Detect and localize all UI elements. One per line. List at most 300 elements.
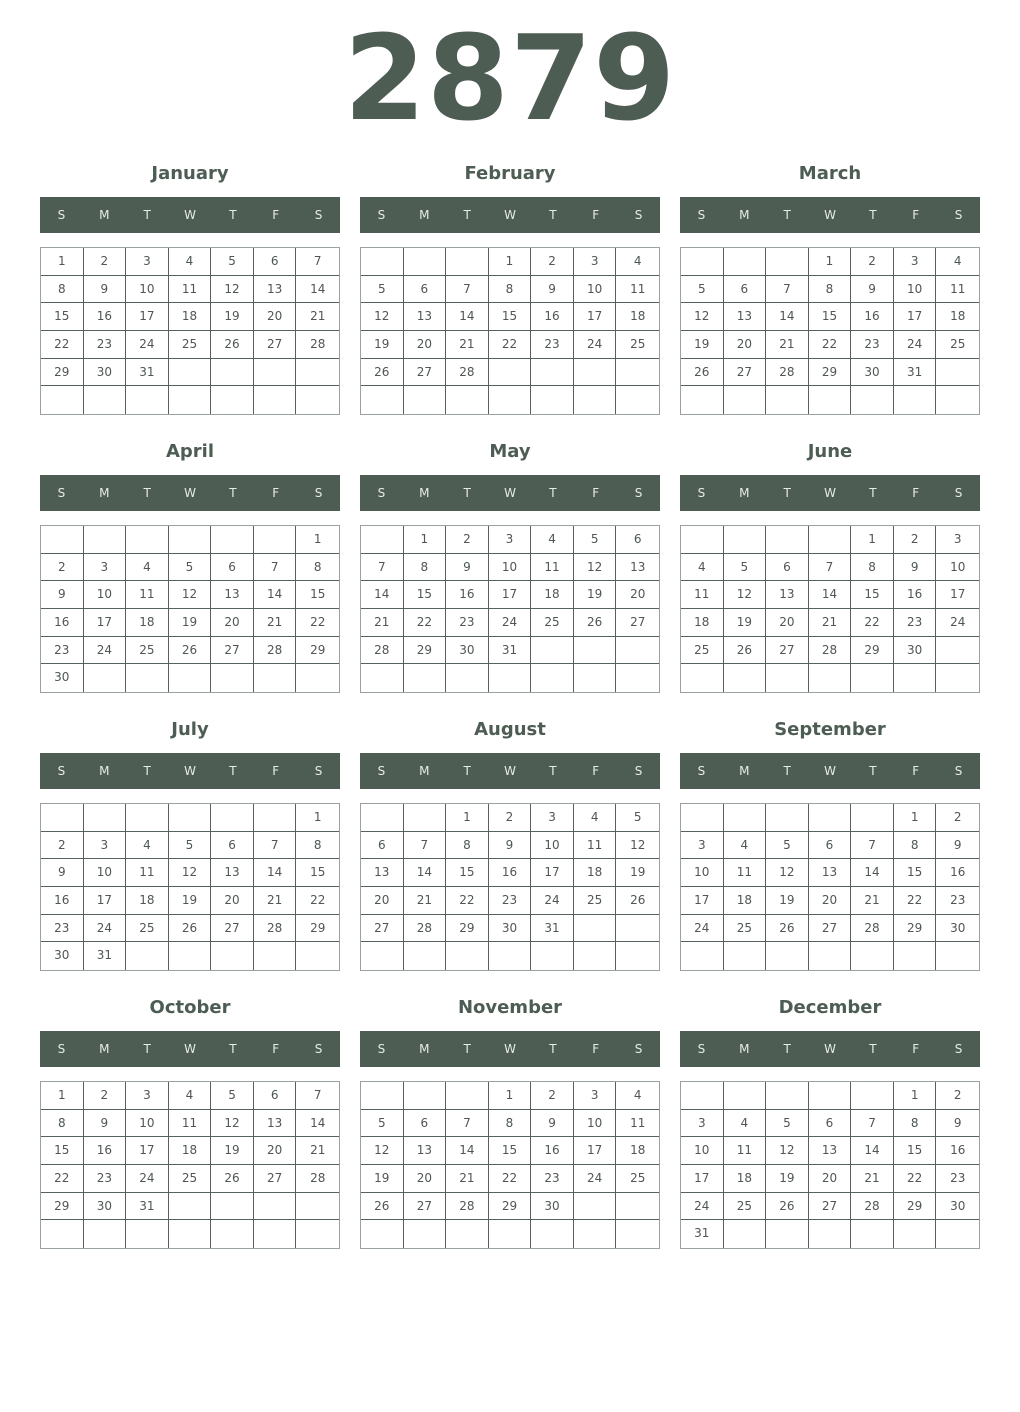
- day-cell[interactable]: 17: [84, 887, 127, 915]
- day-cell[interactable]: 27: [809, 915, 852, 943]
- day-cell[interactable]: 3: [936, 526, 979, 554]
- day-cell[interactable]: 9: [489, 832, 532, 860]
- day-cell[interactable]: 29: [296, 915, 339, 943]
- day-cell[interactable]: 27: [616, 609, 659, 637]
- day-cell[interactable]: 16: [84, 1137, 127, 1165]
- day-cell[interactable]: 2: [41, 832, 84, 860]
- day-cell[interactable]: 21: [851, 887, 894, 915]
- day-cell[interactable]: 18: [574, 859, 617, 887]
- day-cell[interactable]: 16: [531, 1137, 574, 1165]
- day-cell[interactable]: 21: [446, 331, 489, 359]
- day-cell[interactable]: 19: [766, 1165, 809, 1193]
- day-cell[interactable]: 9: [41, 859, 84, 887]
- day-cell[interactable]: 1: [851, 526, 894, 554]
- day-cell[interactable]: 6: [766, 554, 809, 582]
- day-cell[interactable]: 1: [809, 248, 852, 276]
- day-cell[interactable]: 8: [296, 832, 339, 860]
- day-cell[interactable]: 29: [809, 359, 852, 387]
- day-cell[interactable]: 6: [211, 554, 254, 582]
- day-cell[interactable]: 20: [404, 331, 447, 359]
- day-cell[interactable]: 8: [404, 554, 447, 582]
- day-cell[interactable]: 13: [211, 859, 254, 887]
- day-cell[interactable]: 17: [574, 1137, 617, 1165]
- day-cell[interactable]: 20: [809, 887, 852, 915]
- day-cell[interactable]: 4: [126, 554, 169, 582]
- day-cell[interactable]: 6: [404, 276, 447, 304]
- day-cell[interactable]: 11: [126, 859, 169, 887]
- day-cell[interactable]: 15: [809, 303, 852, 331]
- day-cell[interactable]: 6: [616, 526, 659, 554]
- day-cell[interactable]: 2: [84, 248, 127, 276]
- day-cell[interactable]: 31: [489, 637, 532, 665]
- day-cell[interactable]: 8: [851, 554, 894, 582]
- day-cell[interactable]: 7: [404, 832, 447, 860]
- day-cell[interactable]: 4: [681, 554, 724, 582]
- day-cell[interactable]: 15: [894, 1137, 937, 1165]
- day-cell[interactable]: 30: [446, 637, 489, 665]
- day-cell[interactable]: 2: [851, 248, 894, 276]
- day-cell[interactable]: 18: [169, 1137, 212, 1165]
- day-cell[interactable]: 24: [126, 1165, 169, 1193]
- day-cell[interactable]: 3: [84, 832, 127, 860]
- day-cell[interactable]: 11: [616, 1110, 659, 1138]
- day-cell[interactable]: 24: [894, 331, 937, 359]
- day-cell[interactable]: 9: [84, 1110, 127, 1138]
- day-cell[interactable]: 4: [936, 248, 979, 276]
- day-cell[interactable]: 10: [84, 859, 127, 887]
- day-cell[interactable]: 25: [724, 915, 767, 943]
- day-cell[interactable]: 7: [766, 276, 809, 304]
- day-cell[interactable]: 22: [894, 887, 937, 915]
- day-cell[interactable]: 31: [126, 1193, 169, 1221]
- day-cell[interactable]: 12: [211, 1110, 254, 1138]
- day-cell[interactable]: 29: [41, 1193, 84, 1221]
- day-cell[interactable]: 21: [446, 1165, 489, 1193]
- day-cell[interactable]: 3: [574, 248, 617, 276]
- day-cell[interactable]: 10: [574, 1110, 617, 1138]
- day-cell[interactable]: 9: [936, 832, 979, 860]
- day-cell[interactable]: 29: [851, 637, 894, 665]
- day-cell[interactable]: 8: [489, 276, 532, 304]
- day-cell[interactable]: 29: [489, 1193, 532, 1221]
- day-cell[interactable]: 30: [84, 359, 127, 387]
- day-cell[interactable]: 5: [574, 526, 617, 554]
- day-cell[interactable]: 26: [211, 331, 254, 359]
- day-cell[interactable]: 27: [809, 1193, 852, 1221]
- day-cell[interactable]: 21: [404, 887, 447, 915]
- day-cell[interactable]: 10: [574, 276, 617, 304]
- day-cell[interactable]: 19: [169, 609, 212, 637]
- day-cell[interactable]: 22: [41, 331, 84, 359]
- day-cell[interactable]: 28: [404, 915, 447, 943]
- day-cell[interactable]: 29: [446, 915, 489, 943]
- day-cell[interactable]: 14: [851, 1137, 894, 1165]
- day-cell[interactable]: 24: [531, 887, 574, 915]
- day-cell[interactable]: 14: [404, 859, 447, 887]
- day-cell[interactable]: 3: [489, 526, 532, 554]
- day-cell[interactable]: 5: [724, 554, 767, 582]
- day-cell[interactable]: 11: [724, 859, 767, 887]
- day-cell[interactable]: 2: [936, 804, 979, 832]
- day-cell[interactable]: 23: [894, 609, 937, 637]
- day-cell[interactable]: 17: [681, 887, 724, 915]
- day-cell[interactable]: 16: [894, 581, 937, 609]
- day-cell[interactable]: 24: [574, 1165, 617, 1193]
- day-cell[interactable]: 22: [404, 609, 447, 637]
- day-cell[interactable]: 27: [211, 915, 254, 943]
- day-cell[interactable]: 26: [361, 1193, 404, 1221]
- day-cell[interactable]: 24: [84, 915, 127, 943]
- day-cell[interactable]: 21: [296, 1137, 339, 1165]
- day-cell[interactable]: 21: [361, 609, 404, 637]
- day-cell[interactable]: 8: [894, 832, 937, 860]
- day-cell[interactable]: 15: [489, 303, 532, 331]
- day-cell[interactable]: 13: [211, 581, 254, 609]
- day-cell[interactable]: 8: [446, 832, 489, 860]
- day-cell[interactable]: 2: [84, 1082, 127, 1110]
- day-cell[interactable]: 1: [894, 804, 937, 832]
- day-cell[interactable]: 27: [404, 359, 447, 387]
- day-cell[interactable]: 16: [84, 303, 127, 331]
- day-cell[interactable]: 15: [296, 859, 339, 887]
- day-cell[interactable]: 6: [211, 832, 254, 860]
- day-cell[interactable]: 15: [404, 581, 447, 609]
- day-cell[interactable]: 3: [126, 1082, 169, 1110]
- day-cell[interactable]: 17: [489, 581, 532, 609]
- day-cell[interactable]: 29: [296, 637, 339, 665]
- day-cell[interactable]: 17: [126, 303, 169, 331]
- day-cell[interactable]: 10: [126, 276, 169, 304]
- day-cell[interactable]: 11: [169, 1110, 212, 1138]
- day-cell[interactable]: 19: [211, 1137, 254, 1165]
- day-cell[interactable]: 28: [446, 1193, 489, 1221]
- day-cell[interactable]: 22: [851, 609, 894, 637]
- day-cell[interactable]: 10: [126, 1110, 169, 1138]
- day-cell[interactable]: 1: [296, 526, 339, 554]
- day-cell[interactable]: 10: [894, 276, 937, 304]
- day-cell[interactable]: 24: [574, 331, 617, 359]
- day-cell[interactable]: 19: [616, 859, 659, 887]
- day-cell[interactable]: 5: [211, 248, 254, 276]
- day-cell[interactable]: 20: [211, 887, 254, 915]
- day-cell[interactable]: 30: [41, 664, 84, 692]
- day-cell[interactable]: 13: [724, 303, 767, 331]
- day-cell[interactable]: 2: [41, 554, 84, 582]
- day-cell[interactable]: 10: [531, 832, 574, 860]
- day-cell[interactable]: 11: [936, 276, 979, 304]
- day-cell[interactable]: 24: [84, 637, 127, 665]
- day-cell[interactable]: 8: [41, 276, 84, 304]
- day-cell[interactable]: 4: [169, 1082, 212, 1110]
- day-cell[interactable]: 13: [361, 859, 404, 887]
- day-cell[interactable]: 18: [126, 887, 169, 915]
- day-cell[interactable]: 14: [851, 859, 894, 887]
- day-cell[interactable]: 15: [894, 859, 937, 887]
- day-cell[interactable]: 27: [724, 359, 767, 387]
- day-cell[interactable]: 17: [574, 303, 617, 331]
- day-cell[interactable]: 3: [574, 1082, 617, 1110]
- day-cell[interactable]: 2: [531, 248, 574, 276]
- day-cell[interactable]: 1: [489, 248, 532, 276]
- day-cell[interactable]: 13: [404, 1137, 447, 1165]
- day-cell[interactable]: 27: [361, 915, 404, 943]
- day-cell[interactable]: 25: [724, 1193, 767, 1221]
- day-cell[interactable]: 4: [126, 832, 169, 860]
- day-cell[interactable]: 5: [766, 1110, 809, 1138]
- day-cell[interactable]: 20: [809, 1165, 852, 1193]
- day-cell[interactable]: 26: [169, 915, 212, 943]
- day-cell[interactable]: 22: [894, 1165, 937, 1193]
- day-cell[interactable]: 11: [126, 581, 169, 609]
- day-cell[interactable]: 5: [361, 1110, 404, 1138]
- day-cell[interactable]: 28: [296, 1165, 339, 1193]
- day-cell[interactable]: 7: [851, 832, 894, 860]
- day-cell[interactable]: 26: [574, 609, 617, 637]
- day-cell[interactable]: 4: [616, 248, 659, 276]
- day-cell[interactable]: 10: [84, 581, 127, 609]
- day-cell[interactable]: 17: [936, 581, 979, 609]
- day-cell[interactable]: 7: [296, 1082, 339, 1110]
- day-cell[interactable]: 12: [361, 1137, 404, 1165]
- day-cell[interactable]: 19: [574, 581, 617, 609]
- day-cell[interactable]: 9: [894, 554, 937, 582]
- day-cell[interactable]: 20: [254, 303, 297, 331]
- day-cell[interactable]: 28: [766, 359, 809, 387]
- day-cell[interactable]: 25: [169, 331, 212, 359]
- day-cell[interactable]: 30: [489, 915, 532, 943]
- day-cell[interactable]: 13: [809, 859, 852, 887]
- day-cell[interactable]: 11: [169, 276, 212, 304]
- day-cell[interactable]: 11: [616, 276, 659, 304]
- day-cell[interactable]: 12: [724, 581, 767, 609]
- day-cell[interactable]: 8: [489, 1110, 532, 1138]
- day-cell[interactable]: 21: [766, 331, 809, 359]
- day-cell[interactable]: 22: [489, 1165, 532, 1193]
- day-cell[interactable]: 10: [489, 554, 532, 582]
- day-cell[interactable]: 13: [766, 581, 809, 609]
- day-cell[interactable]: 26: [681, 359, 724, 387]
- day-cell[interactable]: 23: [851, 331, 894, 359]
- day-cell[interactable]: 19: [361, 1165, 404, 1193]
- day-cell[interactable]: 23: [41, 915, 84, 943]
- day-cell[interactable]: 11: [531, 554, 574, 582]
- day-cell[interactable]: 25: [616, 331, 659, 359]
- day-cell[interactable]: 12: [361, 303, 404, 331]
- day-cell[interactable]: 14: [809, 581, 852, 609]
- day-cell[interactable]: 16: [531, 303, 574, 331]
- day-cell[interactable]: 20: [616, 581, 659, 609]
- day-cell[interactable]: 17: [126, 1137, 169, 1165]
- day-cell[interactable]: 15: [296, 581, 339, 609]
- day-cell[interactable]: 25: [169, 1165, 212, 1193]
- day-cell[interactable]: 23: [936, 887, 979, 915]
- day-cell[interactable]: 14: [296, 276, 339, 304]
- day-cell[interactable]: 5: [361, 276, 404, 304]
- day-cell[interactable]: 24: [126, 331, 169, 359]
- day-cell[interactable]: 15: [41, 1137, 84, 1165]
- day-cell[interactable]: 5: [681, 276, 724, 304]
- day-cell[interactable]: 22: [296, 609, 339, 637]
- day-cell[interactable]: 29: [894, 1193, 937, 1221]
- day-cell[interactable]: 26: [211, 1165, 254, 1193]
- day-cell[interactable]: 12: [766, 1137, 809, 1165]
- day-cell[interactable]: 3: [126, 248, 169, 276]
- day-cell[interactable]: 14: [361, 581, 404, 609]
- day-cell[interactable]: 19: [211, 303, 254, 331]
- day-cell[interactable]: 19: [766, 887, 809, 915]
- day-cell[interactable]: 3: [681, 832, 724, 860]
- day-cell[interactable]: 21: [254, 887, 297, 915]
- day-cell[interactable]: 2: [894, 526, 937, 554]
- day-cell[interactable]: 5: [211, 1082, 254, 1110]
- day-cell[interactable]: 8: [296, 554, 339, 582]
- day-cell[interactable]: 23: [489, 887, 532, 915]
- day-cell[interactable]: 18: [616, 303, 659, 331]
- day-cell[interactable]: 25: [126, 915, 169, 943]
- day-cell[interactable]: 24: [489, 609, 532, 637]
- day-cell[interactable]: 3: [681, 1110, 724, 1138]
- day-cell[interactable]: 17: [531, 859, 574, 887]
- day-cell[interactable]: 6: [404, 1110, 447, 1138]
- day-cell[interactable]: 28: [809, 637, 852, 665]
- day-cell[interactable]: 25: [126, 637, 169, 665]
- day-cell[interactable]: 13: [404, 303, 447, 331]
- day-cell[interactable]: 23: [531, 331, 574, 359]
- day-cell[interactable]: 1: [446, 804, 489, 832]
- day-cell[interactable]: 7: [809, 554, 852, 582]
- day-cell[interactable]: 5: [766, 832, 809, 860]
- day-cell[interactable]: 1: [41, 248, 84, 276]
- day-cell[interactable]: 4: [574, 804, 617, 832]
- day-cell[interactable]: 21: [809, 609, 852, 637]
- day-cell[interactable]: 25: [574, 887, 617, 915]
- day-cell[interactable]: 5: [616, 804, 659, 832]
- day-cell[interactable]: 14: [766, 303, 809, 331]
- day-cell[interactable]: 22: [296, 887, 339, 915]
- day-cell[interactable]: 24: [681, 915, 724, 943]
- day-cell[interactable]: 8: [894, 1110, 937, 1138]
- day-cell[interactable]: 26: [766, 915, 809, 943]
- day-cell[interactable]: 17: [894, 303, 937, 331]
- day-cell[interactable]: 28: [296, 331, 339, 359]
- day-cell[interactable]: 5: [169, 554, 212, 582]
- day-cell[interactable]: 6: [361, 832, 404, 860]
- day-cell[interactable]: 23: [84, 331, 127, 359]
- day-cell[interactable]: 22: [41, 1165, 84, 1193]
- day-cell[interactable]: 18: [126, 609, 169, 637]
- day-cell[interactable]: 19: [361, 331, 404, 359]
- day-cell[interactable]: 16: [489, 859, 532, 887]
- day-cell[interactable]: 7: [446, 276, 489, 304]
- day-cell[interactable]: 15: [489, 1137, 532, 1165]
- day-cell[interactable]: 16: [41, 887, 84, 915]
- day-cell[interactable]: 14: [446, 303, 489, 331]
- day-cell[interactable]: 15: [41, 303, 84, 331]
- day-cell[interactable]: 12: [169, 581, 212, 609]
- day-cell[interactable]: 5: [169, 832, 212, 860]
- day-cell[interactable]: 13: [254, 276, 297, 304]
- day-cell[interactable]: 31: [681, 1220, 724, 1248]
- day-cell[interactable]: 7: [446, 1110, 489, 1138]
- day-cell[interactable]: 4: [724, 832, 767, 860]
- day-cell[interactable]: 9: [531, 276, 574, 304]
- day-cell[interactable]: 7: [296, 248, 339, 276]
- day-cell[interactable]: 1: [404, 526, 447, 554]
- day-cell[interactable]: 3: [894, 248, 937, 276]
- day-cell[interactable]: 17: [84, 609, 127, 637]
- day-cell[interactable]: 18: [531, 581, 574, 609]
- day-cell[interactable]: 28: [254, 915, 297, 943]
- day-cell[interactable]: 7: [851, 1110, 894, 1138]
- day-cell[interactable]: 11: [681, 581, 724, 609]
- day-cell[interactable]: 15: [851, 581, 894, 609]
- day-cell[interactable]: 1: [41, 1082, 84, 1110]
- day-cell[interactable]: 16: [851, 303, 894, 331]
- day-cell[interactable]: 20: [361, 887, 404, 915]
- day-cell[interactable]: 21: [254, 609, 297, 637]
- day-cell[interactable]: 1: [489, 1082, 532, 1110]
- day-cell[interactable]: 18: [724, 1165, 767, 1193]
- day-cell[interactable]: 9: [851, 276, 894, 304]
- day-cell[interactable]: 9: [41, 581, 84, 609]
- day-cell[interactable]: 26: [616, 887, 659, 915]
- day-cell[interactable]: 12: [211, 276, 254, 304]
- day-cell[interactable]: 28: [851, 1193, 894, 1221]
- day-cell[interactable]: 26: [766, 1193, 809, 1221]
- day-cell[interactable]: 6: [254, 248, 297, 276]
- day-cell[interactable]: 4: [724, 1110, 767, 1138]
- day-cell[interactable]: 18: [936, 303, 979, 331]
- day-cell[interactable]: 14: [446, 1137, 489, 1165]
- day-cell[interactable]: 1: [296, 804, 339, 832]
- day-cell[interactable]: 18: [616, 1137, 659, 1165]
- day-cell[interactable]: 31: [531, 915, 574, 943]
- day-cell[interactable]: 27: [211, 637, 254, 665]
- day-cell[interactable]: 28: [254, 637, 297, 665]
- day-cell[interactable]: 6: [809, 832, 852, 860]
- day-cell[interactable]: 10: [681, 859, 724, 887]
- day-cell[interactable]: 2: [489, 804, 532, 832]
- day-cell[interactable]: 23: [936, 1165, 979, 1193]
- day-cell[interactable]: 31: [126, 359, 169, 387]
- day-cell[interactable]: 29: [894, 915, 937, 943]
- day-cell[interactable]: 12: [681, 303, 724, 331]
- day-cell[interactable]: 19: [169, 887, 212, 915]
- day-cell[interactable]: 14: [254, 859, 297, 887]
- day-cell[interactable]: 25: [681, 637, 724, 665]
- day-cell[interactable]: 16: [446, 581, 489, 609]
- day-cell[interactable]: 7: [254, 554, 297, 582]
- day-cell[interactable]: 7: [361, 554, 404, 582]
- day-cell[interactable]: 27: [404, 1193, 447, 1221]
- day-cell[interactable]: 30: [851, 359, 894, 387]
- day-cell[interactable]: 20: [404, 1165, 447, 1193]
- day-cell[interactable]: 18: [169, 303, 212, 331]
- day-cell[interactable]: 30: [894, 637, 937, 665]
- day-cell[interactable]: 23: [531, 1165, 574, 1193]
- day-cell[interactable]: 13: [254, 1110, 297, 1138]
- day-cell[interactable]: 13: [616, 554, 659, 582]
- day-cell[interactable]: 2: [936, 1082, 979, 1110]
- day-cell[interactable]: 12: [169, 859, 212, 887]
- day-cell[interactable]: 12: [616, 832, 659, 860]
- day-cell[interactable]: 29: [41, 359, 84, 387]
- day-cell[interactable]: 30: [531, 1193, 574, 1221]
- day-cell[interactable]: 1: [894, 1082, 937, 1110]
- day-cell[interactable]: 19: [724, 609, 767, 637]
- day-cell[interactable]: 16: [936, 1137, 979, 1165]
- day-cell[interactable]: 28: [851, 915, 894, 943]
